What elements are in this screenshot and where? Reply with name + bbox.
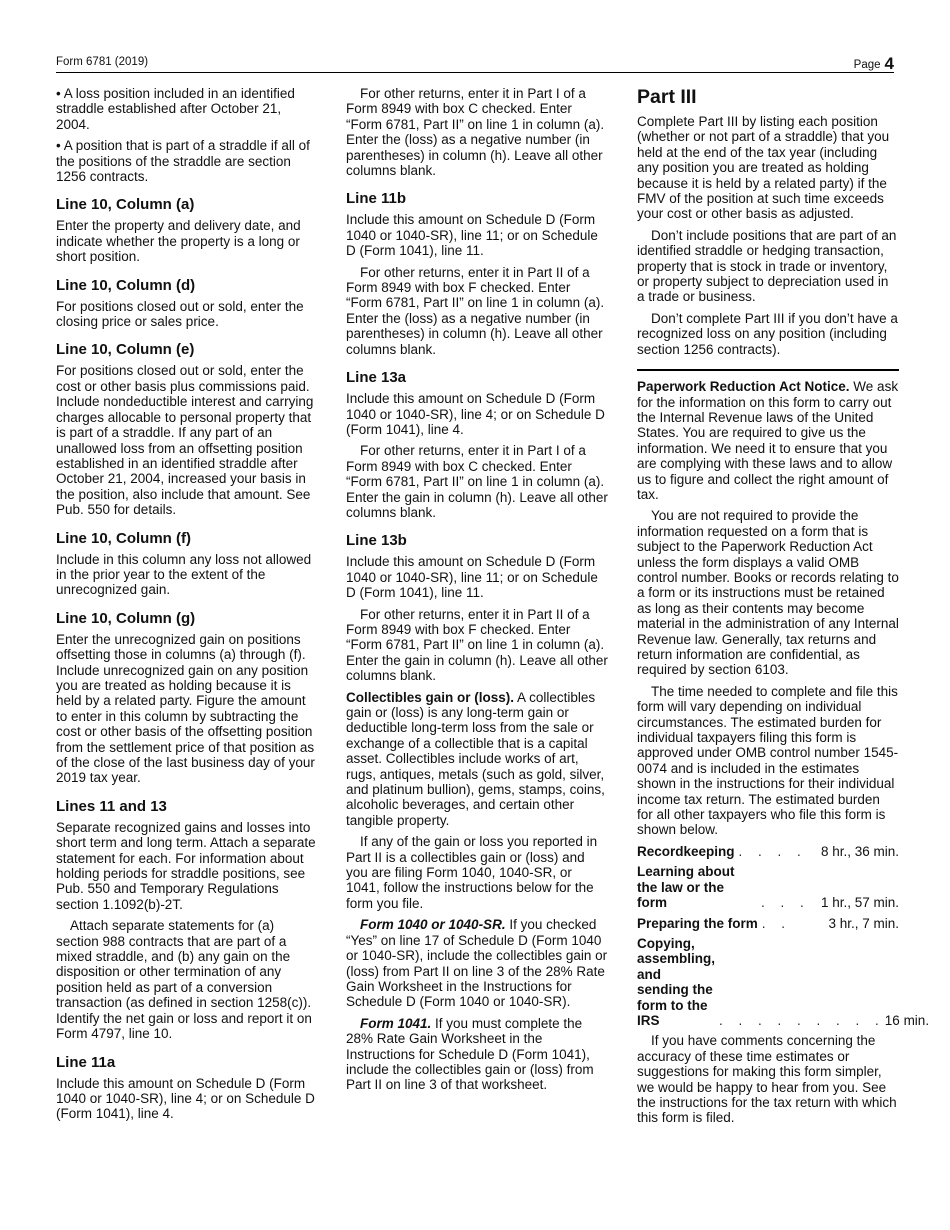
time-value: 3 hr., 7 min. — [828, 915, 899, 931]
page-label: Page — [853, 59, 881, 71]
table-row — [637, 864, 899, 910]
text-part-iii-1: Complete Part III by listing each position (whether or not part of a straddle) that you held at the end of the tax year (including any position you are treated as holding because it is held by a related party) if the FMV of the position at such time exceeds your cost or other basis as adjusted. — [637, 114, 890, 222]
heading-line-13b: Line 13b — [346, 532, 407, 550]
text-omb-requirement: You are not required to provide the information requested on a form that is subject to the Paperwork Reduction Act unless the form displays a valid OMB control number. Books or records relating to a form or its instructions must be retained as long as their contents may become material in the administration of any Internal Revenue law. Generally, tax returns and return information are confidential, as required by section 6103. — [637, 508, 899, 678]
section-divider — [637, 369, 899, 371]
bullet-loss-position: • A loss position included in an identified straddle established after October 21, 2004. — [56, 86, 295, 132]
heading-line-11b: Line 11b — [346, 190, 407, 208]
text-line-11a-other: For other returns, enter it in Part I of a Form 8949 with box C checked. Enter “Form 6781, Part II” on line 1 in column (a). Enter the (loss) as a negative number (in parentheses) in column (h). Leave all other columns blank. — [346, 86, 605, 179]
text-part-iii-3: Don’t complete Part III if you don’t have a recognized loss on any position (including section 1256 contracts). — [637, 310, 898, 357]
text-part-iii-2: Don’t include positions that are part of an identified straddle or hedging transaction, property that is stock in trade or inventory, or property subject to depreciation used in a trade or business. — [637, 227, 897, 305]
heading-line-10g: Line 10, Column (g) — [56, 609, 196, 627]
text-line-11a: Include this amount on Schedule D (Form 1040 or 1040-SR), line 4; or on Schedule D (Form 1041), line 4. — [56, 1075, 315, 1122]
leader-dots: . . — [761, 915, 792, 931]
time-value: 1 hr., 57 min. — [820, 895, 899, 911]
text-line-10g: Enter the unrecognized gain on positions offsetting those in columns (a) through (f). Include unrecognized gain on any position you are treated as holding because it is held by a related party. Figure the amount to enter in this column by subtracting the cost or other basis of the offsetting position from the settlement price of that position as of the close of the last business day of your 2019 tax year. — [56, 631, 315, 786]
heading-part-iii: Part III — [637, 86, 697, 108]
table-row — [637, 916, 899, 931]
time-label: Preparing the form — [637, 915, 758, 931]
leader-dots: . . . — [761, 895, 810, 911]
column-1 — [56, 86, 318, 1128]
heading-line-10d: Line 10, Column (d) — [56, 276, 196, 294]
paperwork-notice-text: We ask for the information on this form to carry out the Internal Revenue laws of the United States. You are required to give us the information. We need it to ensure that you are complying with these laws and to allow us to figure and collect the right amount of tax. — [637, 379, 899, 502]
heading-line-13a: Line 13a — [346, 369, 407, 387]
text-line-13a-other: For other returns, enter it in Part I of a Form 8949 with box C checked. Enter “Form 6781, Part II” on line 1 in column (a). Enter the gain in column (h). Leave all other columns blank. — [346, 443, 608, 520]
time-estimate-table — [637, 843, 930, 1028]
column-3 — [637, 86, 930, 1132]
paperwork-notice-paragraph — [637, 379, 899, 502]
heading-line-10f: Line 10, Column (f) — [56, 529, 191, 547]
heading-line-10e: Line 10, Column (e) — [56, 341, 195, 359]
heading-lines-11-13: Lines 11 and 13 — [56, 797, 167, 815]
form-1041-text: If you must complete the 28% Rate Gain Worksheet in the Instructions for Schedule D (Form 1041), include the collectibles gain or (loss) from Part II on line 3 of that worksheet. — [346, 1015, 594, 1093]
form-1041-lead: Form 1041. — [360, 1015, 432, 1031]
table-row — [637, 844, 899, 859]
text-line-13a: Include this amount on Schedule D (Form 1040 or 1040-SR), line 4; or on Schedule D (Form 1041), line 4. — [346, 391, 605, 437]
text-part-ii-collectibles: If any of the gain or loss you reported in Part II is a collectibles gain or (loss) and you are filing Form 1040, 1040-SR, or 1041, follow the instructions below for the form you file. — [346, 834, 598, 911]
collectibles-text: A collectibles gain or (loss) is any long-term gain or deductible long-term loss from the sale or exchange of a collectible that is a capital asset. Collectibles include works of art, rugs, antiques, metals (such as gold, silver, and platinum bullion), gems, stamps, coins, alcoholic beverages, and certain other tangible property. — [346, 689, 605, 828]
text-line-10f: Include in this column any loss not allowed in the prior year to the extent of the unrecognized gain. — [56, 551, 312, 598]
time-label: Recordkeeping — [637, 843, 735, 859]
form-1040-lead: Form 1040 or 1040-SR. — [360, 917, 506, 933]
text-time-estimate: The time needed to complete and file this form will vary depending on individual circumstances. The estimated burden for individual taxpayers filing this form is approved under OMB control number 1545-0074 and is included in the estimates shown in the instructions for their individual income tax return. The estimated burden for all other taxpayers who file this form is shown below. — [637, 683, 899, 838]
time-label: Copying, assembling, and sending the form to the IRS — [637, 935, 716, 1028]
text-line-13b: Include this amount on Schedule D (Form 1040 or 1040-SR), line 11; or on Schedule D (Form 1041), line 11. — [346, 554, 598, 601]
text-line-10e: For positions closed out or sold, enter the cost or other basis plus commissions paid. Include nondeductible interest and carrying charges allocable to personal property that is part of a straddle. If any part of an unallowed loss from an offsetting position established in an identified straddle after October 21, 2004, increased your basis in the position, also include that amount. See Pub. 550 for details. — [56, 363, 314, 518]
text-lines-11-13-b: Attach separate statements for (a) section 988 contracts that are part of a mixed straddle, and (b) any gain on the disposition or other termination of any position held as part of a conversion transaction (as defined in section 1258(c)). Identify the net gain or loss and report it on Form 4797, line 10. — [56, 918, 312, 1042]
form-1040-paragraph — [346, 917, 608, 1009]
time-label: Learning about the law or the form — [637, 864, 735, 911]
collectibles-paragraph — [346, 690, 608, 829]
page-indicator — [854, 54, 894, 74]
text-line-11b-other: For other returns, enter it in Part II of a Form 8949 with box F checked. Enter “Form 6781, Part II” on line 1 in column (a). Enter the (loss) as a negative number (in parentheses) in column (h). Leave all other columns blank. — [346, 264, 605, 357]
time-value: 8 hr., 36 min. — [820, 843, 899, 859]
text-line-10a: Enter the property and delivery date, and indicate whether the property is a long or short position. — [56, 218, 301, 265]
time-value: 16 min. — [884, 1012, 930, 1028]
text-comments: If you have comments concerning the accuracy of these time estimates or suggestions for making this form simpler, we would be happy to hear from you. See the instructions for the tax return with which this form is filed. — [637, 1033, 897, 1126]
form-label: Form 6781 (2019) — [56, 56, 149, 68]
bullet-straddle-position: • A position that is part of a straddle if all of the positions of the straddle are section 1256 contracts. — [56, 138, 310, 185]
form-1040-text: If you checked “Yes” on line 17 of Schedule D (Form 1040 or 1040-SR), include the collectibles gain or (loss) from Part II on line 3 of the 28% Rate Gain Worksheet in the Instructions for Schedule D (Form 1040 or 1040-SR). — [346, 917, 608, 1010]
paperwork-notice-lead: Paperwork Reduction Act Notice. — [637, 379, 850, 395]
page-number: 4 — [884, 54, 894, 73]
leader-dots: . . . . — [738, 843, 807, 859]
column-2 — [346, 86, 608, 1099]
text-lines-11-13-a: Separate recognized gains and losses into short term and long term. Attach a separate statement for each. For information about holding periods for straddle positions, see Pub. 550 and Temporary Regulations section 1.1092(b)-2T. — [56, 819, 316, 912]
leader-dots: . . . . . . . . . — [719, 1012, 885, 1028]
collectibles-lead: Collectibles gain or (loss). — [346, 689, 515, 705]
text-line-11b: Include this amount on Schedule D (Form 1040 or 1040-SR), line 11; or on Schedule D (Form 1041), line 11. — [346, 212, 598, 259]
heading-line-11a: Line 11a — [56, 1053, 116, 1071]
text-line-10d: For positions closed out or sold, enter the closing price or sales price. — [56, 298, 304, 330]
form-1041-paragraph — [346, 1016, 608, 1093]
heading-line-10a: Line 10, Column (a) — [56, 196, 195, 214]
text-line-13b-other: For other returns, enter it in Part II of a Form 8949 with box F checked. Enter “Form 6781, Part II” on line 1 in column (a). Enter the gain in column (h). Leave all other columns blank. — [346, 606, 608, 684]
table-row — [637, 935, 930, 1028]
page-header — [56, 54, 894, 73]
